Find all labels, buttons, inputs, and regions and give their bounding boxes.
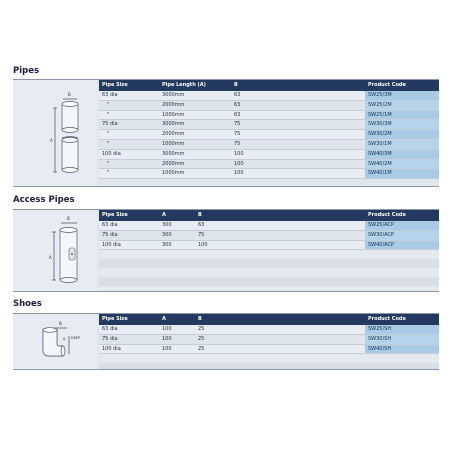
table-row: [99, 334, 439, 344]
dim-a-label: A: [63, 337, 66, 341]
cell: 75: [231, 130, 365, 140]
dim-b-label: B: [67, 216, 70, 221]
product-code-cell: SW40/3M: [365, 149, 439, 159]
product-code-cell: SW40/SH: [365, 344, 439, 354]
cell: 100: [231, 169, 365, 179]
cell: 63: [231, 110, 365, 120]
product-code-cell: SW40/2M: [365, 159, 439, 169]
cell: 2000mm: [159, 100, 231, 110]
cell: 100 dia: [99, 240, 159, 250]
cell: 100: [231, 149, 365, 159]
access-pipes-table: [99, 210, 439, 250]
col-header: Product Code: [365, 80, 439, 91]
product-code-cell: SW25/3M: [365, 91, 439, 100]
dim-a-label: A: [50, 138, 53, 143]
col-header: Pipe Size: [99, 314, 159, 325]
pipe-illustration: [13, 80, 97, 186]
cell: 100 dia: [99, 149, 159, 159]
col-header: B: [231, 80, 365, 91]
col-header: B: [195, 314, 365, 325]
table-row: [99, 159, 439, 169]
shoes-table: [99, 314, 439, 354]
product-code-cell: SW25/1M: [365, 110, 439, 120]
table-row: [99, 230, 439, 240]
cell: 2000mm: [159, 130, 231, 140]
cell: ": [99, 139, 159, 149]
access-pipe-illustration: [13, 210, 97, 291]
cell: 100: [159, 325, 195, 334]
cell: 100: [159, 344, 195, 354]
section-title-shoes: Shoes: [13, 299, 42, 309]
cell: 3000mm: [159, 149, 231, 159]
access-pipes-section: [13, 209, 439, 292]
cell: ": [99, 130, 159, 140]
table-row: [99, 240, 439, 250]
table-row: [99, 91, 439, 100]
col-header: Pipe Size: [99, 80, 159, 91]
col-header: Product Code: [365, 314, 439, 325]
dim-b-label: B: [59, 321, 62, 326]
cell: 300: [159, 221, 195, 230]
cell: 2000mm: [159, 159, 231, 169]
product-code-cell: SW40/ACP: [365, 240, 439, 250]
product-code-cell: SW25/SH: [365, 325, 439, 334]
product-code-cell: SW40/1M: [365, 169, 439, 179]
table-header-row: [99, 314, 439, 325]
pipes-section: [13, 79, 439, 187]
cell: 63: [195, 221, 365, 230]
cell: ": [99, 159, 159, 169]
cell: 100: [195, 240, 365, 250]
product-code-cell: SW30/1M: [365, 139, 439, 149]
cell: 1000mm: [159, 169, 231, 179]
table-row: [99, 169, 439, 179]
cell: 75: [195, 230, 365, 240]
empty-rows-area: [99, 250, 439, 291]
product-code-cell: SW25/2M: [365, 100, 439, 110]
cell: 63: [231, 100, 365, 110]
cell: 63: [231, 91, 365, 100]
table-row: [99, 120, 439, 130]
col-header: Pipe Size: [99, 210, 159, 221]
product-code-cell: SW30/3M: [365, 120, 439, 130]
dim-b-label: B: [68, 92, 71, 97]
cell: 3000mm: [159, 91, 231, 100]
cell: 1000mm: [159, 110, 231, 120]
product-code-cell: SW30/SH: [365, 334, 439, 344]
col-header: Pipe Length (A): [159, 80, 231, 91]
cell: 63 dia: [99, 221, 159, 230]
cell: 75 dia: [99, 120, 159, 130]
col-header: Product Code: [365, 210, 439, 221]
dim-a-label: A: [49, 255, 52, 260]
cell: 100 dia: [99, 344, 159, 354]
product-code-cell: SW25/ACP: [365, 221, 439, 230]
cell: 75 dia: [99, 230, 159, 240]
cell: 3000mm: [159, 120, 231, 130]
table-header-row: [99, 210, 439, 221]
table-row: [99, 139, 439, 149]
col-header: A: [159, 314, 195, 325]
cell: 300: [159, 230, 195, 240]
cell: 25: [195, 334, 365, 344]
shoe-illustration: [13, 314, 97, 369]
cell: 75: [231, 139, 365, 149]
cell: 1000mm: [159, 139, 231, 149]
table-row: [99, 110, 439, 120]
product-code-cell: SW30/2M: [365, 130, 439, 140]
cell: 25: [195, 325, 365, 334]
table-row: [99, 100, 439, 110]
cell: 75: [231, 120, 365, 130]
cell: 25: [195, 344, 365, 354]
cell: 300: [159, 240, 195, 250]
cell: 63 dia: [99, 325, 159, 334]
cell: 63 dia: [99, 91, 159, 100]
table-row: [99, 130, 439, 140]
table-header-row: [99, 80, 439, 91]
pipes-table: [99, 80, 439, 179]
table-row: [99, 149, 439, 159]
table-row: [99, 221, 439, 230]
table-row: [99, 344, 439, 354]
product-code-cell: SW30/ACP: [365, 230, 439, 240]
section-title-access-pipes: Access Pipes: [13, 195, 75, 205]
section-title-pipes: Pipes: [13, 66, 40, 76]
shoes-section: [13, 313, 439, 370]
empty-rows-area: [99, 354, 439, 369]
cell: ": [99, 169, 159, 179]
depth-label: DEEP: [71, 336, 81, 340]
table-row: [99, 325, 439, 334]
col-header: A: [159, 210, 195, 221]
cell: 75 dia: [99, 334, 159, 344]
col-header: B: [195, 210, 365, 221]
cell: ": [99, 100, 159, 110]
cell: 100: [231, 159, 365, 169]
cell: ": [99, 110, 159, 120]
cell: 100: [159, 334, 195, 344]
